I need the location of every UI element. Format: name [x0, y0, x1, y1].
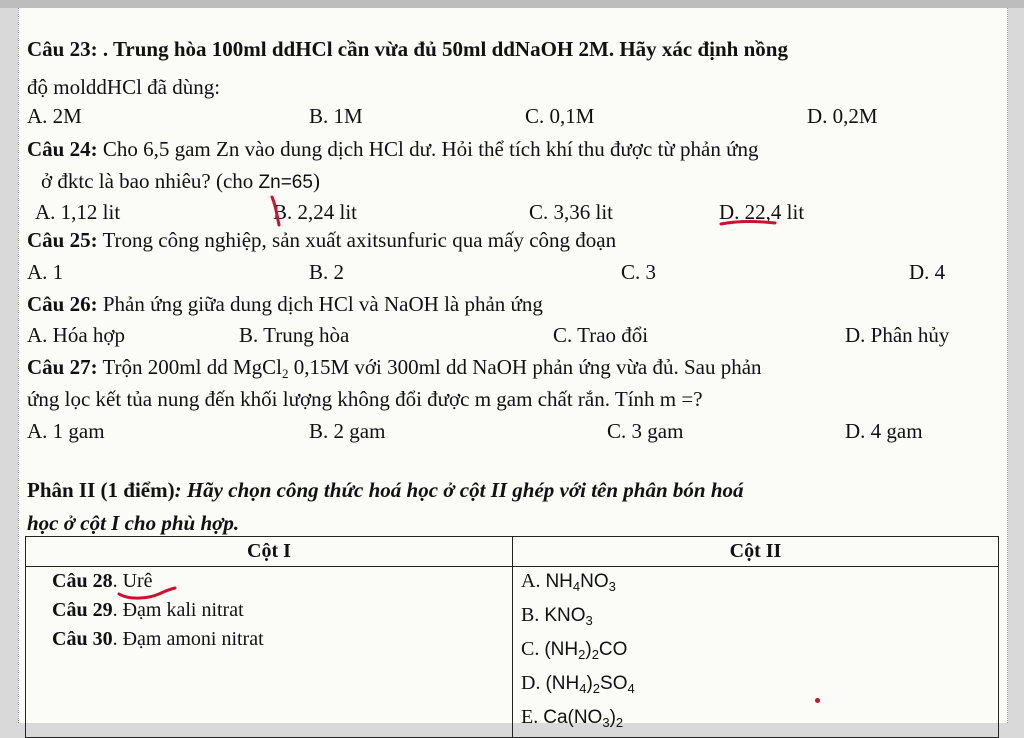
option-d-formula: D. $(NH_4)_2SO_4$: [521, 672, 635, 696]
q23-option-a: A. 2M: [27, 104, 82, 128]
matching-table: [25, 536, 999, 738]
q27-line1: Câu 27: Trộn 200ml dd MgCl$_2$ 0,15M với 300ml dd NaOH phản ứng vừa đủ. Sau phản: [27, 355, 762, 381]
q23-option-b: B. 1M: [309, 104, 363, 128]
q24-line2: ở đktc là bao nhiêu? (cho Zn=65): [41, 169, 320, 193]
col2-header: Cột II: [513, 537, 999, 567]
q23-option-d: D. 0,2M: [807, 104, 878, 128]
q24-option-c: C. 3,36 lit: [529, 200, 614, 224]
q23-line2: độ molddHCl đã dùng:: [27, 75, 221, 99]
q30-item: Câu 30. Đạm amoni nitrat: [52, 628, 264, 650]
q27-option-b: B. 2 gam: [309, 419, 386, 443]
part2-line2: học ở cột I cho phù hợp.: [27, 511, 240, 535]
q27-line2: ứng lọc kết tủa nung đến khối lượng không đổi được m gam chất rắn. Tính m =?: [27, 387, 703, 411]
col1-empty-space: [52, 654, 504, 712]
col1-header: Cột I: [26, 537, 513, 567]
option-b-formula: B. $KNO_3$: [521, 604, 593, 628]
pen-underline-ure: [117, 586, 179, 602]
q25-line1: Câu 25: Trong công nghiệp, sản xuất axitsunfuric qua mấy công đoạn: [27, 228, 617, 252]
q24-line1: Câu 24: Cho 6,5 gam Zn vào dung dịch HCl dư. Hỏi thể tích khí thu được từ phản ứng: [27, 137, 759, 161]
option-e-formula: E. $Ca(NO_3)_2$: [521, 706, 624, 730]
option-a-formula: A. $NH_4NO_3$: [521, 570, 616, 594]
q24-option-d: D. 22,4 lit: [719, 200, 805, 224]
table-header-row: [26, 537, 999, 567]
q27-option-d: D. 4 gam: [845, 419, 923, 443]
option-c-formula: C. $(NH_2)_2CO$: [521, 638, 628, 662]
col1-cell: [26, 567, 513, 738]
q26-option-b: B. Trung hòa: [239, 323, 350, 347]
q26-option-a: A. Hóa hợp: [27, 323, 126, 347]
pen-mark-b: [267, 194, 285, 228]
q27-option-c: C. 3 gam: [607, 419, 684, 443]
part2-line1: Phân II (1 điểm): Hãy chọn công thức hoá học ở cột II ghép với tên phân bón hoá: [27, 478, 744, 502]
worksheet-page: [18, 8, 1008, 730]
q28-item: Câu 28. Urê: [52, 570, 153, 592]
top-bar: [0, 0, 1024, 8]
q25-option-a: A. 1: [27, 260, 64, 284]
q27-option-a: A. 1 gam: [27, 419, 105, 443]
q25-option-b: B. 2: [309, 260, 345, 284]
q26-option-d: D. Phân hủy: [845, 323, 950, 347]
pen-underline-d: [719, 218, 779, 230]
q23-option-c: C. 0,1M: [525, 104, 595, 128]
col2-cell: [513, 567, 999, 738]
q25-option-d: D. 4: [909, 260, 946, 284]
pen-dot: [815, 698, 820, 703]
q26-option-c: C. Trao đổi: [553, 323, 649, 347]
q29-item: Câu 29. Đạm kali nitrat: [52, 599, 244, 621]
q23-line1: Câu 23: . Trung hòa 100ml ddHCl cần vừa đủ 50ml ddNaOH 2M. Hãy xác định nồng: [27, 37, 788, 61]
q24-option-a: A. 1,12 lit: [35, 200, 121, 224]
q26-line1: Câu 26: Phản ứng giữa dung dịch HCl và NaOH là phản ứng: [27, 292, 543, 316]
q25-option-c: C. 3: [621, 260, 657, 284]
q24-option-b: B. 2,24 lit: [273, 200, 358, 224]
